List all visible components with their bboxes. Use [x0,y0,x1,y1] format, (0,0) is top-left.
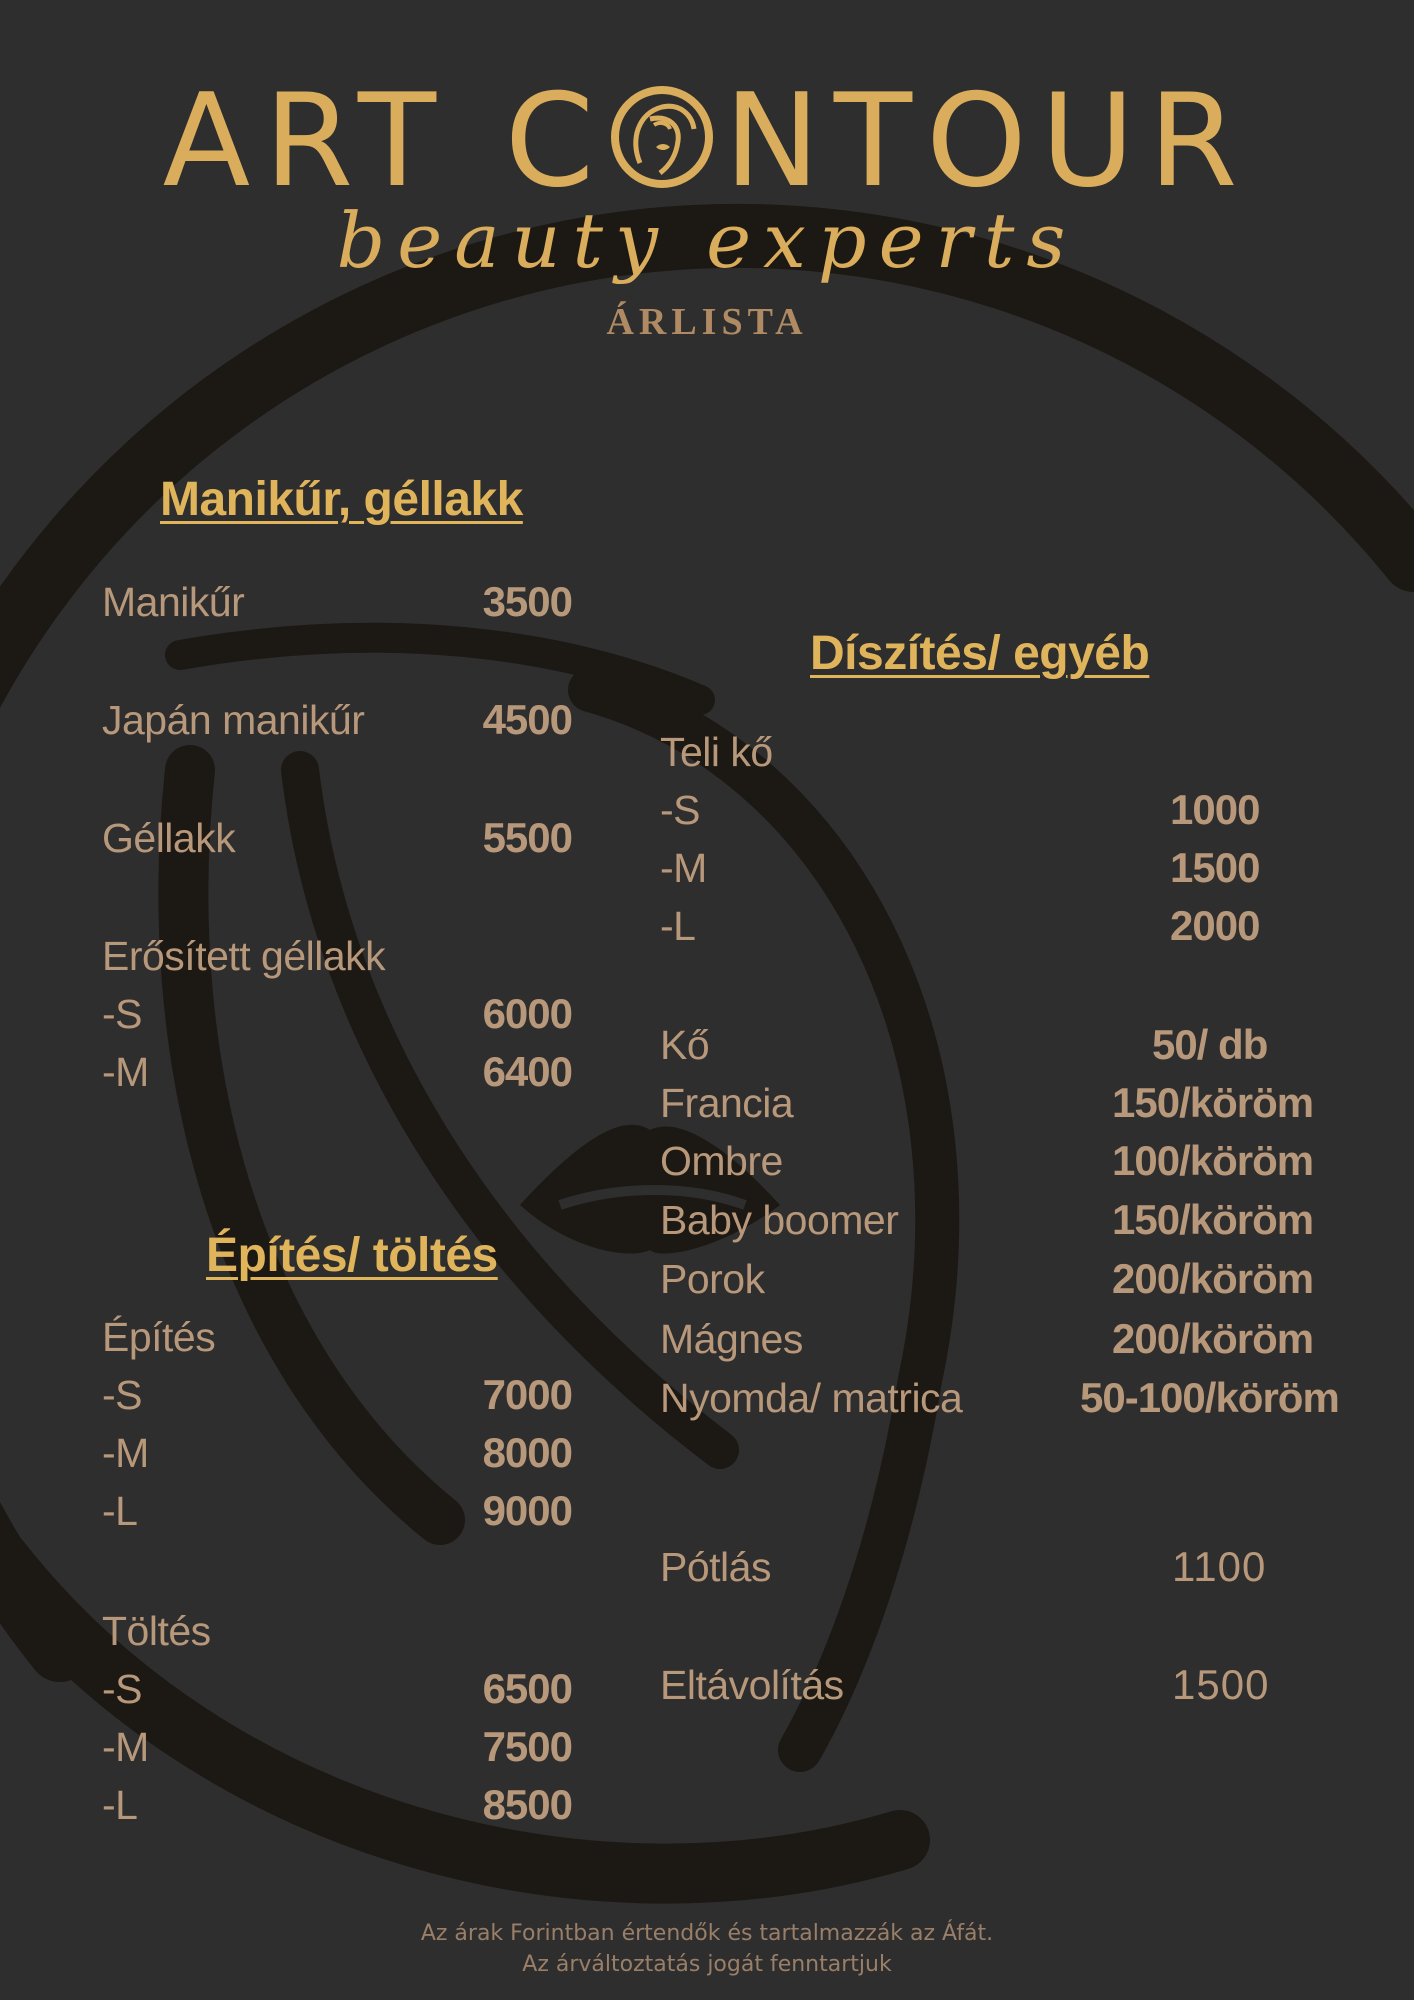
service-label: Építés [102,1314,216,1360]
service-label: -M [102,1049,149,1095]
price-row [660,839,1390,897]
price-row [102,1043,572,1101]
service-label: -L [102,1782,138,1828]
service-price: 200/köröm [1112,1255,1314,1302]
service-label: -M [102,1724,149,1770]
service-price: 1100 [1172,1543,1267,1590]
service-price: 6500 [482,1665,572,1712]
brand-subtitle: beauty experts [336,196,1078,285]
service-label: Géllakk [102,815,236,861]
service-price: 150/köröm [1112,1079,1314,1126]
price-row [102,985,572,1043]
service-price: 1000 [1170,786,1260,833]
price-row [102,1308,572,1366]
price-row [660,723,1390,781]
service-label: Manikűr [102,579,245,625]
service-price: 50-100/köröm [1080,1374,1339,1421]
footer-note [0,1918,1414,1980]
price-row [102,1482,572,1540]
service-price: 3500 [482,578,572,625]
price-row [102,691,572,749]
service-price: 1500 [1170,844,1260,891]
section-heading-epites: Építés/ töltés [206,1229,498,1282]
section-heading-manikur: Manikűr, géllakk [160,473,523,526]
service-price: 150/köröm [1112,1196,1314,1243]
price-row [102,927,572,985]
service-price: 9000 [482,1487,572,1534]
service-label: Francia [660,1080,794,1126]
price-row [660,1191,1390,1249]
price-row [102,1718,572,1776]
price-row [102,1660,572,1718]
price-row [660,1310,1390,1368]
price-row [660,1538,1390,1596]
service-label: Pótlás [660,1544,771,1590]
service-label: -M [102,1430,149,1476]
service-label: -S [102,1666,142,1712]
service-label: Nyomda/ matrica [660,1375,963,1421]
brand-title-end: NTOUR [724,67,1252,216]
price-list-title: ÁRLISTA [606,301,808,343]
price-row [660,1016,1390,1074]
price-row [102,1602,572,1660]
service-price: 8500 [482,1781,572,1828]
price-row [102,809,572,867]
service-price: 8000 [482,1429,572,1476]
price-row [102,573,572,631]
price-row [660,897,1390,955]
price-row [660,1250,1390,1308]
service-label: -S [660,787,700,833]
service-label: Teli kő [660,729,773,775]
price-row [660,1074,1390,1132]
face-in-circle-logo-icon [610,85,714,189]
service-label: Mágnes [660,1316,803,1362]
service-price: 200/köröm [1112,1315,1314,1362]
service-label: Ombre [660,1138,783,1184]
service-price: 4500 [482,696,572,743]
service-price: 7000 [482,1371,572,1418]
service-label: Baby boomer [660,1197,899,1243]
service-label: -L [660,903,696,949]
service-price: 6000 [482,990,572,1037]
price-row [660,781,1390,839]
service-price: 5500 [482,814,572,861]
brand-title [0,67,1414,216]
brand-title-start: ART C [162,67,609,216]
price-row [660,1369,1390,1427]
footer-price-change-note: Az árváltoztatás jogát fenntartjuk [522,1952,892,1977]
service-label: -S [102,991,142,1037]
service-price: 1500 [1172,1661,1270,1708]
price-row [102,1366,572,1424]
price-row [102,1776,572,1834]
service-label: Erősített géllakk [102,933,386,979]
service-price: 100/köröm [1112,1137,1314,1184]
service-price: 2000 [1170,902,1260,949]
service-label: -M [660,845,707,891]
service-price: 6400 [482,1048,572,1095]
section-heading-diszites: Díszítés/ egyéb [810,627,1150,680]
price-row [102,1424,572,1482]
service-label: Eltávolítás [660,1662,844,1708]
service-label: Porok [660,1256,765,1302]
service-price: 7500 [482,1723,572,1770]
service-label: -L [102,1488,138,1534]
price-row [660,1132,1390,1190]
service-label: Töltés [102,1608,211,1654]
footer-vat-note: Az árak Forintban értendők és tartalmazzák az Áfát. [420,1921,994,1946]
service-price: 50/ db [1152,1021,1268,1068]
service-label: Japán manikűr [102,697,365,743]
price-row [660,1656,1390,1714]
service-label: Kő [660,1022,710,1068]
service-label: -S [102,1372,142,1418]
